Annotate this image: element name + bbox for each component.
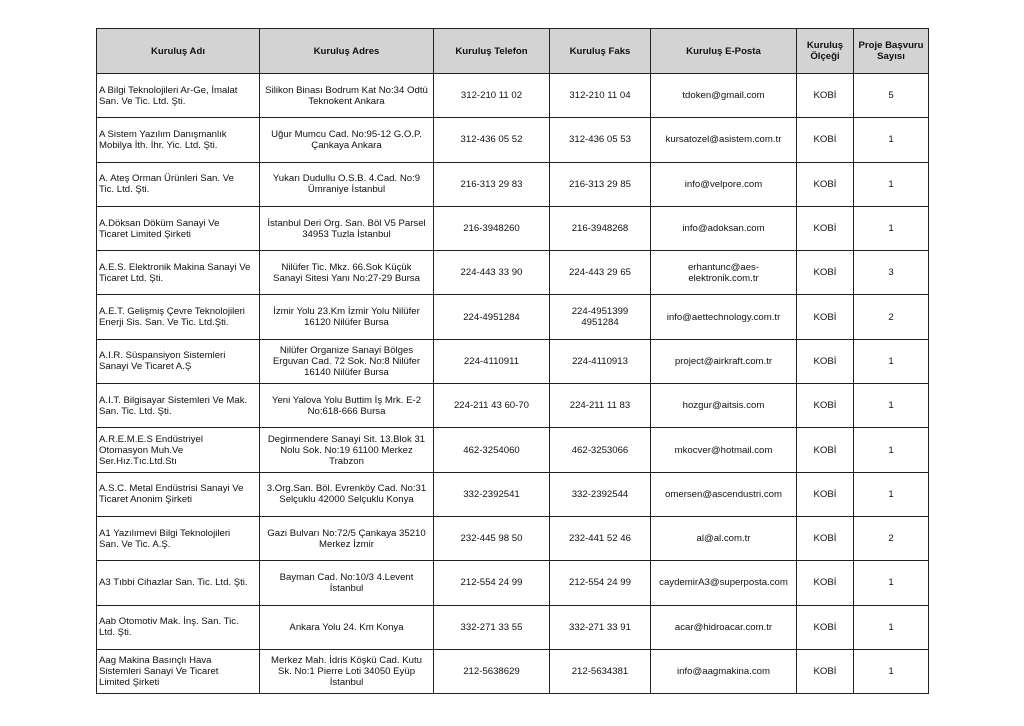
cell-name [97, 649, 260, 693]
cell-name-line: A.I.R. Süspansiyon Sistemleri [99, 350, 226, 362]
header-fax: Kuruluş Faks [550, 29, 651, 74]
cell-address-line: Nilüfer Organize Sanayi Bölges [279, 344, 414, 356]
cell-fax-line: 312-436 05 53 [569, 134, 631, 146]
cell-name [97, 251, 260, 295]
cell-address-line: Nolu Sok. No:19 61100 Merkez [280, 444, 413, 456]
cell-name-line: Sanayi Ve Ticaret A.Ş [99, 361, 192, 373]
cell-phone [434, 428, 550, 472]
cell-address-line: İstanbul [329, 677, 364, 688]
cell-scale: KOBİ [797, 206, 854, 250]
cell-address-line: Ankara Yolu 24. Km Konya [289, 621, 404, 633]
cell-address [260, 295, 434, 339]
cell-fax [550, 472, 651, 516]
cell-address-line: Teknokent Ankara [308, 95, 385, 107]
cell-scale: KOBİ [797, 428, 854, 472]
header-phone: Kuruluş Telefon [434, 29, 550, 74]
cell-phone-line: 312-436 05 52 [460, 134, 523, 146]
cell-scale: KOBİ [797, 162, 854, 206]
cell-scale: KOBİ [797, 516, 854, 560]
cell-name-line: A.S.C. Metal Endüstrisi Sanayi Ve [99, 483, 244, 495]
cell-phone-line: 224-4951284 [463, 311, 520, 323]
table-body [97, 74, 929, 694]
header-address: Kuruluş Adres [260, 29, 434, 74]
cell-phone-line: 232-445 98 50 [460, 533, 523, 545]
cell-email [651, 251, 797, 295]
cell-address [260, 162, 434, 206]
table-row [97, 649, 929, 693]
cell-name-line: Ticaret Anonim Şirketi [99, 494, 192, 506]
cell-fax-line: 312-210 11 04 [569, 90, 631, 102]
cell-fax-line: 4951284 [581, 317, 619, 329]
cell-phone-line: 216-313 29 83 [460, 178, 523, 190]
cell-phone-line: 312-210 11 02 [460, 90, 523, 102]
cell-address-line: İzmir Yolu 23.Km İzmir Yolu Nilüfer [273, 306, 420, 318]
cell-scale: KOBİ [797, 472, 854, 516]
cell-fax [550, 428, 651, 472]
cell-email: info@velpore.com [651, 162, 797, 206]
table-row [97, 251, 929, 295]
cell-applications: 1 [854, 162, 929, 206]
cell-address-line: No:618-666 Bursa [307, 405, 386, 417]
table-row [97, 561, 929, 605]
cell-address-line: 34953 Tuzla İstanbul [302, 228, 391, 240]
cell-name-line: A.R.E.M.E.S Endüstriyel [99, 433, 203, 445]
table-row [97, 384, 929, 428]
cell-phone-line: 212-554 24 99 [460, 577, 523, 589]
table-row [97, 295, 929, 339]
cell-name-line: Limited Şirketi [99, 677, 160, 688]
cell-scale: KOBİ [797, 561, 854, 605]
cell-fax [550, 118, 651, 162]
cell-fax-line: 224-4951399 [571, 306, 629, 318]
cell-phone-line: 462-3254060 [463, 444, 520, 456]
cell-fax-line: 224-443 29 65 [569, 267, 631, 279]
table-row [97, 206, 929, 250]
cell-fax [550, 605, 651, 649]
cell-applications: 2 [854, 516, 929, 560]
cell-phone-line: 332-271 33 55 [460, 621, 523, 633]
cell-address [260, 649, 434, 693]
cell-address [260, 384, 434, 428]
cell-name-line: San. Ve Tic. A.Ş. [99, 538, 171, 550]
cell-fax [550, 74, 651, 118]
cell-phone [434, 384, 550, 428]
cell-address [260, 118, 434, 162]
cell-name-line: Aab Otomotiv Mak. İnş. San. Tic. [99, 616, 239, 628]
cell-address-line: İstanbul Deri Org. San. Böl V5 Parsel [267, 217, 426, 229]
cell-phone [434, 74, 550, 118]
cell-applications: 1 [854, 605, 929, 649]
cell-name-line: Ser.Hız.Tıc.Ltd.Stı [99, 455, 177, 467]
cell-address [260, 428, 434, 472]
cell-address-line: Merkez İzmir [319, 538, 374, 550]
cell-name [97, 162, 260, 206]
cell-address-line: Yukarı Dudullu O.S.B. 4.Cad. No:9 [272, 173, 421, 185]
cell-email-line: elektronik.com.tr [688, 272, 759, 284]
cell-name [97, 206, 260, 250]
cell-name-line: A.E.T. Gelişmiş Çevre Teknolojileri [99, 306, 245, 318]
table-row [97, 74, 929, 118]
cell-name-line: A3 Tıbbi Cihazlar San. Tic. Ltd. Şti. [99, 577, 248, 589]
cell-address-line: Sanayi Sitesi Yanı No:27-29 Bursa [273, 272, 420, 284]
cell-phone [434, 605, 550, 649]
cell-name-line: Mobilya İth. İhr. Yic. Ltd. Şti. [99, 139, 218, 151]
cell-address-line: İstanbul [329, 582, 364, 594]
cell-address-line: Trabzon [329, 455, 364, 467]
cell-fax [550, 206, 651, 250]
cell-applications: 1 [854, 339, 929, 383]
cell-fax-line: 212-554 24 99 [569, 577, 631, 589]
cell-name [97, 605, 260, 649]
cell-phone [434, 339, 550, 383]
cell-name-line: Sistemleri Sanayi Ve Ticaret [99, 666, 219, 677]
cell-fax [550, 384, 651, 428]
cell-address-line: Merkez Mah. İdris Köşkü Cad. Kutu [271, 655, 422, 666]
table-row [97, 605, 929, 649]
cell-fax [550, 251, 651, 295]
cell-phone [434, 251, 550, 295]
table-row [97, 162, 929, 206]
cell-applications: 1 [854, 649, 929, 693]
cell-name-line: A.Döksan Döküm Sanayi Ve [99, 217, 220, 229]
cell-phone [434, 649, 550, 693]
cell-fax-line: 212-5634381 [571, 666, 629, 677]
cell-address-line: Selçuklu 42000 Selçuklu Konya [279, 494, 414, 506]
cell-address-line: Sk. No:1 Pierre Loti 34050 Eyüp [277, 666, 416, 677]
cell-phone [434, 295, 550, 339]
cell-fax [550, 561, 651, 605]
cell-applications: 1 [854, 428, 929, 472]
cell-phone [434, 561, 550, 605]
cell-fax-line: 216-313 29 85 [569, 178, 631, 190]
header-scale-line: Ölçeği [810, 51, 840, 62]
cell-scale: KOBİ [797, 384, 854, 428]
cell-name [97, 516, 260, 560]
cell-name-line: A.E.S. Elektronik Makina Sanayi Ve [99, 261, 251, 273]
cell-name-line: A1 Yazılımevi Bilgi Teknolojileri [99, 527, 231, 539]
cell-name-line: Ltd. Şti. [99, 627, 132, 639]
cell-fax-line: 224-211 11 83 [569, 400, 631, 412]
cell-name [97, 428, 260, 472]
cell-phone [434, 162, 550, 206]
cell-scale: KOBİ [797, 649, 854, 693]
cell-address-line: Ümraniye İstanbul [307, 184, 386, 196]
cell-email: info@aagmakina.com [651, 649, 797, 693]
cell-address-line: 16140 Nilüfer Bursa [304, 366, 389, 378]
cell-name-line: A Sistem Yazılım Danışmanlık [99, 128, 227, 140]
cell-applications: 1 [854, 472, 929, 516]
cell-phone-line: 224-443 33 90 [460, 267, 523, 279]
cell-address-line: Çankaya Ankara [311, 139, 382, 151]
cell-email: al@al.com.tr [651, 516, 797, 560]
cell-name [97, 74, 260, 118]
cell-name [97, 339, 260, 383]
cell-address [260, 561, 434, 605]
cell-name [97, 472, 260, 516]
cell-fax-line: 216-3948268 [571, 223, 629, 235]
cell-name-line: A. Ateş Orman Ürünleri San. Ve [99, 173, 234, 185]
cell-fax [550, 516, 651, 560]
cell-applications: 3 [854, 251, 929, 295]
cell-email: kursatozel@asistem.com.tr [651, 118, 797, 162]
cell-address-line: Erguvan Cad. 72 Sok. No:8 Nilüfer [272, 355, 421, 367]
table-row [97, 118, 929, 162]
cell-applications: 1 [854, 384, 929, 428]
cell-email: hozgur@aitsis.com [651, 384, 797, 428]
cell-address [260, 74, 434, 118]
cell-address-line: 3.Org.San. Böl. Evrenköy Cad. No:31 [266, 483, 427, 495]
cell-name [97, 384, 260, 428]
cell-name [97, 295, 260, 339]
header-applications-line: Sayısı [877, 51, 905, 62]
cell-email: info@aettechnology.com.tr [651, 295, 797, 339]
table-row [97, 428, 929, 472]
cell-email: project@airkraft.com.tr [651, 339, 797, 383]
cell-name-line: Ticaret Limited Şirketi [99, 228, 191, 240]
cell-email: omersen@ascendustri.com [651, 472, 797, 516]
cell-address-line: Silikon Binası Bodrum Kat No:34 Odtü [265, 84, 428, 96]
cell-address [260, 206, 434, 250]
cell-scale: KOBİ [797, 118, 854, 162]
header-applications [854, 29, 929, 74]
cell-address-line: 16120 Nilüfer Bursa [304, 317, 389, 329]
cell-scale: KOBİ [797, 605, 854, 649]
cell-scale: KOBİ [797, 251, 854, 295]
cell-name-line: A.I.T. Bilgisayar Sistemleri Ve Mak. [99, 394, 248, 406]
header-email: Kuruluş E-Posta [651, 29, 797, 74]
cell-fax-line: 232-441 52 46 [569, 533, 631, 545]
cell-email: mkocver@hotmail.com [651, 428, 797, 472]
cell-address [260, 605, 434, 649]
organizations-table [96, 28, 929, 694]
cell-email: acar@hidroacar.com.tr [651, 605, 797, 649]
cell-applications: 1 [854, 118, 929, 162]
header-applications-line: Proje Başvuru [858, 40, 924, 51]
cell-address-line: Bayman Cad. No:10/3 4.Levent [279, 571, 414, 583]
table-row [97, 516, 929, 560]
cell-name-line: Enerji Sis. San. Ve Tic. Ltd.Şti. [99, 317, 229, 329]
table-row [97, 472, 929, 516]
cell-fax-line: 224-4110913 [572, 355, 628, 367]
cell-phone [434, 118, 550, 162]
cell-email-line: erhantunc@aes- [687, 261, 760, 273]
cell-scale: KOBİ [797, 339, 854, 383]
cell-email: tdoken@gmail.com [651, 74, 797, 118]
cell-name [97, 561, 260, 605]
cell-phone-line: 224-4110911 [463, 355, 520, 367]
cell-address [260, 339, 434, 383]
cell-phone-line: 216-3948260 [463, 223, 520, 235]
cell-name-line: Ticaret Ltd. Şti. [99, 272, 164, 284]
cell-address-line: Yeni Yalova Yolu Buttim İş Mrk. E-2 [271, 394, 422, 406]
cell-email: caydemirA3@superposta.com [651, 561, 797, 605]
cell-scale: KOBİ [797, 74, 854, 118]
cell-scale: KOBİ [797, 295, 854, 339]
cell-address [260, 251, 434, 295]
cell-name-line: San. Ve Tic. Ltd. Şti. [99, 95, 186, 107]
cell-email: info@adoksan.com [651, 206, 797, 250]
table-header-row [97, 29, 929, 74]
cell-name-line: Otomasyon Muh.Ve [99, 444, 184, 456]
cell-applications: 5 [854, 74, 929, 118]
cell-name-line: Tic. Ltd. Şti. [99, 184, 150, 196]
cell-fax [550, 295, 651, 339]
cell-phone [434, 472, 550, 516]
cell-applications: 2 [854, 295, 929, 339]
cell-address-line: Degirmendere Sanayi Sit. 13.Blok 31 [267, 433, 426, 445]
cell-address-line: Uğur Mumcu Cad. No:95-12 G.O.P. [271, 128, 422, 140]
header-scale [797, 29, 854, 74]
cell-phone [434, 206, 550, 250]
cell-name-line: San. Tic. Ltd. Şti. [99, 405, 172, 417]
header-scale-line: Kuruluş [806, 40, 844, 51]
cell-fax [550, 162, 651, 206]
cell-fax-line: 332-271 33 91 [569, 621, 631, 633]
cell-phone [434, 516, 550, 560]
cell-address-line: Gazi Bulvarı No:72/5 Çankaya 35210 [267, 527, 426, 539]
cell-phone-line: 224-211 43 60-70 [453, 400, 530, 412]
cell-name-line: Aag Makina Basınçlı Hava [99, 655, 212, 666]
document-page [96, 28, 929, 694]
cell-applications: 1 [854, 561, 929, 605]
cell-phone-line: 332-2392541 [463, 488, 520, 500]
cell-applications: 1 [854, 206, 929, 250]
cell-fax [550, 339, 651, 383]
cell-name-line: A Bilgi Teknolojileri Ar-Ge, İmalat [99, 84, 238, 96]
cell-fax-line: 462-3253066 [571, 444, 629, 456]
cell-address [260, 472, 434, 516]
cell-address-line: Nilüfer Tic. Mkz. 66.Sok Küçük [281, 261, 412, 273]
cell-fax [550, 649, 651, 693]
cell-name [97, 118, 260, 162]
table-row [97, 339, 929, 383]
cell-phone-line: 212-5638629 [463, 666, 520, 677]
header-name: Kuruluş Adı [97, 29, 260, 74]
cell-address [260, 516, 434, 560]
cell-fax-line: 332-2392544 [571, 488, 629, 500]
